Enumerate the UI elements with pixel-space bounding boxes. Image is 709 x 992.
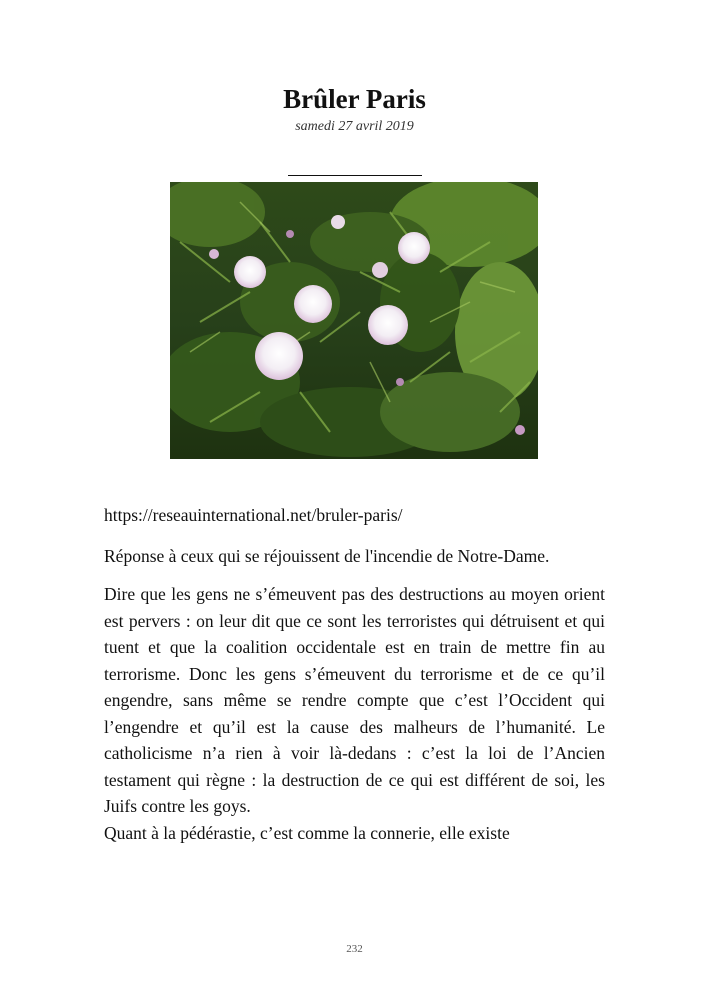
post-date: samedi 27 avril 2019 <box>295 119 414 134</box>
peony-bush-photo <box>170 182 538 459</box>
paragraph-1: Réponse à ceux qui se réjouissent de l'incendie de Notre-Dame. <box>104 545 550 566</box>
source-link[interactable]: https://reseauinternational.net/bruler-paris/ <box>104 505 403 525</box>
title-divider <box>288 175 422 176</box>
article-body <box>104 502 605 846</box>
page-title: Brûler Paris <box>283 84 426 114</box>
paragraph-3: Quant à la pédérastie, c’est comme la connerie, elle existe <box>104 822 510 843</box>
page-number: 232 <box>346 943 363 955</box>
paragraph-2: Dire que les gens ne s’émeuvent pas des destructions au moyen orient est pervers : on leur dit que ce sont les terroristes qui détruisent et qui tuent et que la coalition occidentale est en train de mettre fin au terrorisme. Donc les gens s’émeuvent du terrorisme et de ce qu’il engendre, sans même se rendre compte que c’est l’Occident qui l’engendre et qu’il est la cause des malheurs de l’humanité. Le catholicisme n’a rien à voir là-dedans : c’est la loi de l’Ancien testament qui règne : la destruction de ce qui est différent de soi, les Juifs contre les goys. <box>104 584 605 816</box>
